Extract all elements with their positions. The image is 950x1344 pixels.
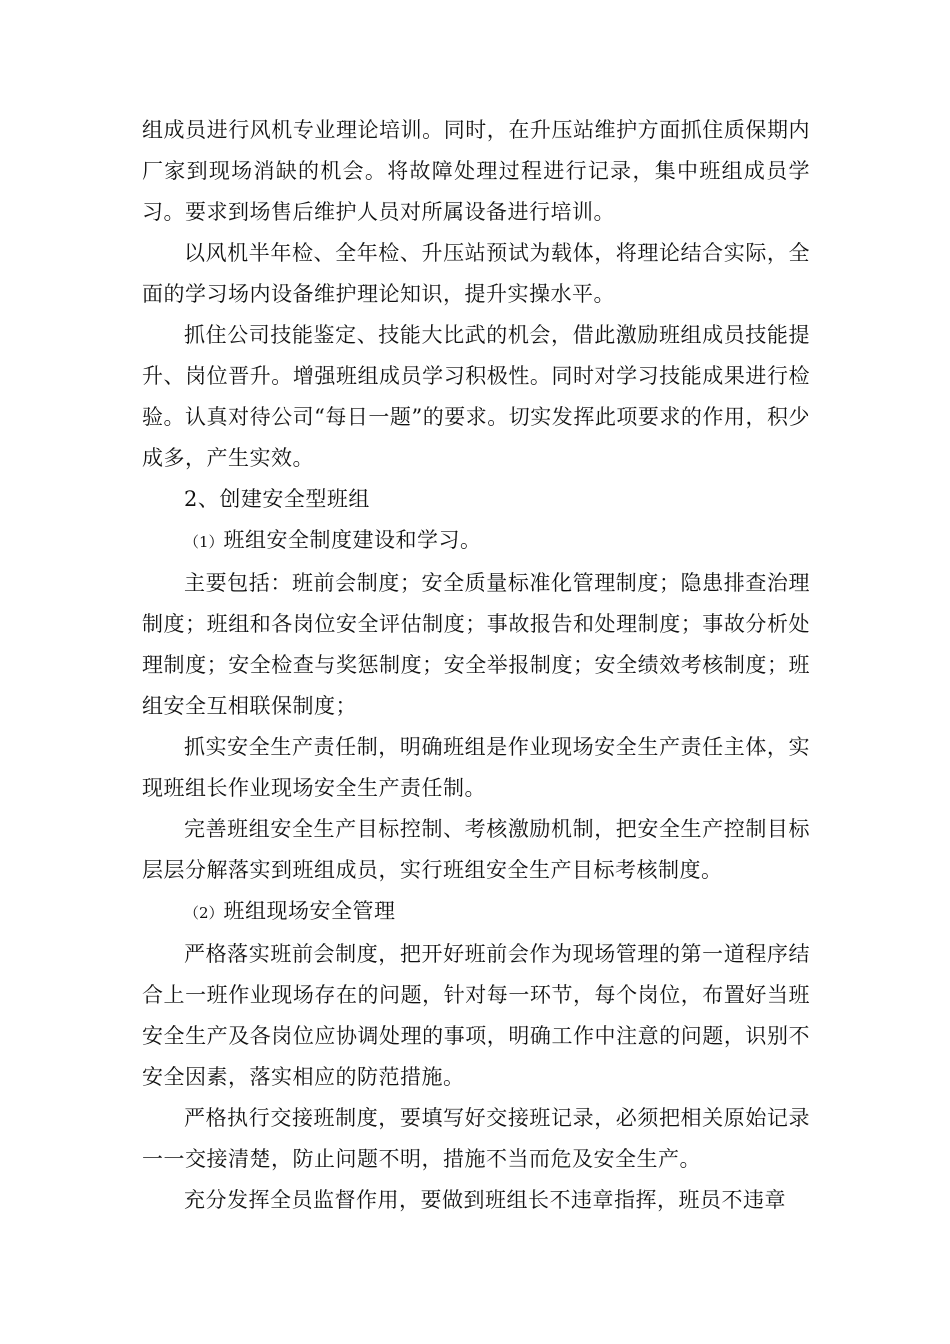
paragraph-pre-shift-meeting: 严格落实班前会制度，把开好班前会作为现场管理的第一道程序结合上一班作业现场存在的问题，针对每一环节，每个岗位，布置好当班安全生产及各岗位应协调处理的事项，明确工作中注意的问题，识别不安全因素，落实相应的防范措施。	[142, 942, 810, 1089]
paragraph-target-control: 完善班组安全生产目标控制、考核激励机制，把安全生产控制目标层层分解落实到班组成员，实行班组安全生产目标考核制度。	[142, 817, 810, 882]
subheading-site-safety	[142, 891, 810, 934]
subheading-number: （1）	[184, 533, 224, 551]
paragraph-responsibility: 抓实安全生产责任制，明确班组是作业现场安全生产责任主体，实现班组长作业现场安全生产责任制。	[142, 735, 810, 800]
paragraph-main-systems: 主要包括：班前会制度；安全质量标准化管理制度；隐患排查治理制度；班组和各岗位安全评估制度；事故报告和处理制度；事故分析处理制度；安全检查与奖惩制度；安全举报制度；安全绩效考核制度；班组安全互相联保制度；	[142, 571, 810, 718]
paragraph-shift-handover: 严格执行交接班制度，要填写好交接班记录，必须把相关原始记录一一交接清楚，防止问题不明，措施不当而危及安全生产。	[142, 1106, 810, 1171]
document-body	[142, 110, 810, 1221]
subheading-number: （2）	[184, 904, 224, 922]
paragraph-continuation: 组成员进行风机专业理论培训。同时，在升压站维护方面抓住质保期内厂家到现场消缺的机会。将故障处理过程进行记录，集中班组成员学习。要求到场售后维护人员对所属设备进行培训。	[142, 118, 810, 224]
paragraph-supervision: 充分发挥全员监督作用，要做到班组长不违章指挥，班员不违章	[184, 1188, 786, 1212]
section-heading-safety-team: 2、创建安全型班组	[184, 487, 370, 511]
subheading-safety-system	[142, 520, 810, 563]
subheading-text: 班组现场安全管理	[223, 899, 396, 923]
subheading-text: 班组安全制度建设和学习。	[223, 528, 482, 552]
paragraph-skill-appraisal: 抓住公司技能鉴定、技能大比武的机会，借此激励班组成员技能提升、岗位晋升。增强班组成员学习积极性。同时对学习技能成果进行检验。认真对待公司“每日一题”的要求。切实发挥此项要求的作用，积少成多，产生实效。	[142, 323, 810, 470]
paragraph-inspection-training: 以风机半年检、全年检、升压站预试为载体，将理论结合实际，全面的学习场内设备维护理论知识，提升实操水平。	[142, 241, 810, 306]
